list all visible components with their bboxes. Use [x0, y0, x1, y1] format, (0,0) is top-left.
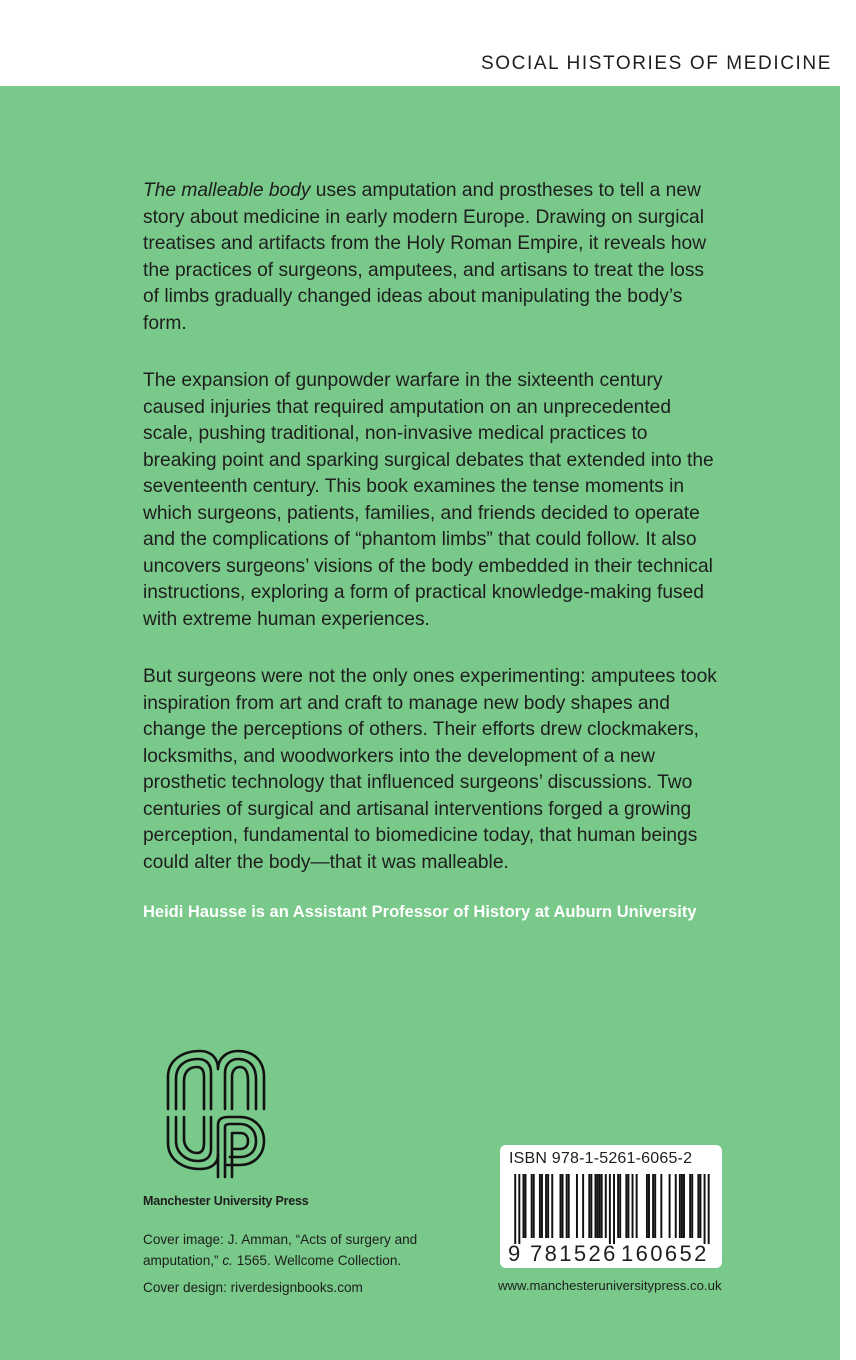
isbn-label: ISBN 978-1-5261-6065-2 — [509, 1150, 693, 1167]
barcode-bar — [590, 1174, 592, 1238]
barcode-bar — [683, 1174, 685, 1238]
barcode-bar — [617, 1174, 619, 1238]
barcode-bar — [627, 1174, 629, 1238]
barcode-bar — [669, 1174, 671, 1238]
ean-group-left: 781526 — [530, 1241, 618, 1266]
barcode-bar — [562, 1174, 564, 1238]
barcode-bar — [541, 1174, 543, 1238]
barcode-bar — [576, 1174, 578, 1238]
barcode-bar — [533, 1174, 535, 1238]
barcode-bar — [568, 1174, 570, 1238]
barcode-icon — [506, 1174, 718, 1244]
blurb-paragraph-2-text: The expansion of gunpowder warfare in the sixteenth century caused injuries that required amputation on an unprecedented scale, pushing traditional, non-invasive medical practices to breaking point and sparking surgical debates that extended into the seventeenth century. This book examines the tense moments in which surgeons, patients, families, and friends decided to operate and the complications of “phantom limbs” that could follow. It also uncovers surgeons’ visions of the body embedded in their technical instructions, exploring a form of practical knowledge-making fused with extreme human experiences. — [143, 370, 714, 630]
barcode-bar — [514, 1174, 516, 1244]
barcode-bar — [619, 1174, 621, 1238]
cover-design-credit: Cover design: riverdesignbooks.com — [143, 1280, 363, 1295]
top-band — [0, 0, 856, 86]
blurb-paragraph-1 — [143, 178, 723, 337]
book-title: The malleable body — [143, 180, 311, 201]
barcode-bar — [525, 1174, 527, 1238]
barcode-panel — [500, 1145, 722, 1268]
barcode-bar — [613, 1174, 615, 1244]
barcode-bar — [636, 1174, 638, 1238]
barcode-bar — [566, 1174, 568, 1238]
barcode-bar — [551, 1174, 553, 1238]
barcode-bar — [708, 1174, 710, 1244]
barcode-bar — [675, 1174, 677, 1238]
ean-first-digit: 9 — [508, 1241, 521, 1266]
barcode-bar — [697, 1174, 699, 1238]
barcode-bar — [522, 1174, 524, 1238]
cover-image-credit-date: 1565. Wellcome Collection. — [232, 1253, 402, 1268]
barcode-bar — [582, 1174, 584, 1238]
cover-image-credit-text: Cover image: J. Amman, “Acts of surgery and amputation,” — [143, 1232, 418, 1268]
barcode-bar — [595, 1174, 597, 1238]
barcode-bar — [654, 1174, 656, 1238]
ean-group-right: 160652 — [621, 1241, 709, 1266]
barcode-bar — [560, 1174, 562, 1238]
barcode-bar — [704, 1174, 706, 1244]
barcode-bar — [648, 1174, 650, 1238]
blurb-paragraph-3 — [143, 664, 723, 876]
barcode-bar — [609, 1174, 611, 1244]
barcode-bar — [625, 1174, 627, 1238]
blurb-paragraph-2 — [143, 368, 723, 633]
circa-abbrev: c. — [222, 1253, 233, 1268]
barcode-bar — [597, 1174, 599, 1238]
publisher-website: www.manchesteruniversitypress.co.uk — [498, 1278, 722, 1293]
spine-edge — [840, 86, 856, 1360]
blurb-paragraph-1-text: uses amputation and prostheses to tell a new story about medicine in early modern Europe. Drawing on surgical treatises and artifacts from the Holy Roman Empire, it reveals how the practices of surgeons, amputees, and artisans to treat the loss of limbs gradually changed ideas about manipulating the body’s form. — [143, 180, 707, 334]
barcode-bar — [539, 1174, 541, 1238]
barcode-bar — [605, 1174, 607, 1238]
barcode-bar — [599, 1174, 601, 1238]
series-title: SOCIAL HISTORIES OF MEDICINE — [481, 53, 832, 74]
barcode-bar — [660, 1174, 662, 1238]
barcode-bar — [699, 1174, 701, 1238]
barcode-bar — [588, 1174, 590, 1238]
barcode-bar — [545, 1174, 547, 1238]
barcode-bar — [601, 1174, 603, 1238]
barcode-bar — [681, 1174, 683, 1238]
barcode-bar — [679, 1174, 681, 1238]
barcode-bar — [518, 1174, 520, 1244]
barcode-bar — [691, 1174, 693, 1238]
barcode-bar — [646, 1174, 648, 1238]
barcode-bar — [652, 1174, 654, 1238]
blurb-paragraph-3-text: But surgeons were not the only ones experimenting: amputees took inspiration from art and craft to manage new body shapes and change the perceptions of others. Their efforts drew clockmakers, locksmiths, and woodworkers into the development of a new prosthetic technology that influenced surgeons’ discussions. Two centuries of surgical and artisanal interventions forged a growing perception, fundamental to biomedicine today, that human beings could alter the body—that it was malleable. — [143, 666, 717, 873]
barcode-bar — [547, 1174, 549, 1238]
author-note: Heidi Hausse is an Assistant Professor of History at Auburn University — [143, 903, 697, 921]
barcode-bar — [632, 1174, 634, 1238]
publisher-name: Manchester University Press — [143, 1194, 309, 1208]
cover-image-credit — [143, 1229, 443, 1271]
barcode-bar — [531, 1174, 533, 1238]
barcode-bar — [689, 1174, 691, 1238]
mup-logo-icon — [164, 1047, 268, 1181]
